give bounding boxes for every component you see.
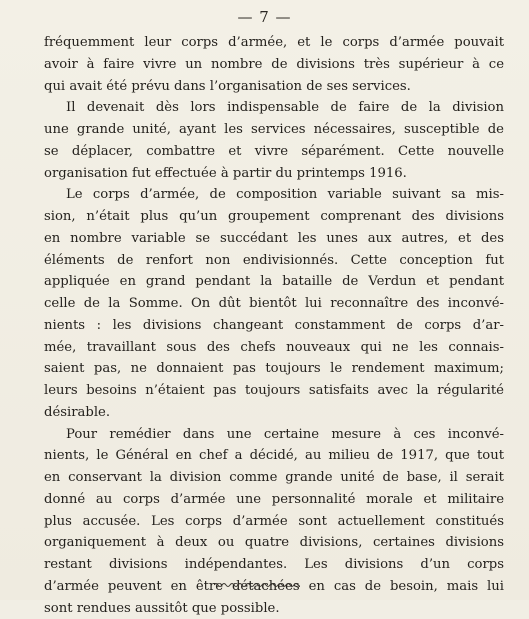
text-line: organisation fut effectuée à partir du printemps 1916. [44,163,504,185]
paragraph-3 [44,184,504,423]
text-line: mée, travaillant sous des chefs nouveaux qui ne les connais- [44,337,504,359]
text-line: nients : les divisions changeant constamment de corps d’ar- [44,315,504,337]
text-line: appliquée en grand pendant la bataille de Verdun et pendant [44,271,504,293]
text-line: donné au corps d’armée une personnalité morale et militaire [44,489,504,511]
text-line: désirable. [44,402,504,424]
text-line: éléments de renfort non endivisionnés. Cette conception fut [44,250,504,272]
text-line: Pour remédier dans une certaine mesure à ces inconvé- [44,424,504,446]
paragraph-4 [44,424,504,619]
text-line: fréquemment leur corps d’armée, et le corps d’armée pouvait [44,32,504,54]
text-line: restant divisions indépendantes. Les divisions d’un corps [44,554,504,576]
text-line: se déplacer, combattre et vivre séparément. Cette nouvelle [44,141,504,163]
text-line: en conservant la division comme grande unité de base, il serait [44,467,504,489]
text-line: sont rendues aussitôt que possible. [44,598,504,619]
text-line: Le corps d’armée, de composition variable suivant sa mis- [44,184,504,206]
text-line: d’armée peuvent en être détachées en cas de besoin, mais lui [44,576,504,598]
text-line: sion, n’était plus qu’un groupement comprenant des divisions [44,206,504,228]
paragraph-2 [44,97,504,184]
text-line: une grande unité, ayant les services nécessaires, susceptible de [44,119,504,141]
text-line: qui avait été prévu dans l’organisation de ses services. [44,76,504,98]
text-line: avoir à faire vivre un nombre de divisions très supérieur à ce [44,54,504,76]
page-number: — 7 — [0,8,529,26]
text-line: en nombre variable se succédant les unes aux autres, et des [44,228,504,250]
paragraph-1 [44,32,504,97]
body-text [44,32,504,619]
text-line: leurs besoins n’étaient pas toujours satisfaits avec la régularité [44,380,504,402]
wavy-ornament-divider [214,582,300,588]
text-line: nients, le Général en chef a décidé, au milieu de 1917, que tout [44,445,504,467]
text-line: organiquement à deux ou quatre divisions, certaines divisions [44,532,504,554]
text-line: celle de la Somme. On dût bientôt lui reconnaître des inconvé- [44,293,504,315]
text-line: Il devenait dès lors indispensable de faire de la division [44,97,504,119]
text-line: saient pas, ne donnaient pas toujours le rendement maximum; [44,358,504,380]
text-line: plus accusée. Les corps d’armée sont actuellement constitués [44,511,504,533]
